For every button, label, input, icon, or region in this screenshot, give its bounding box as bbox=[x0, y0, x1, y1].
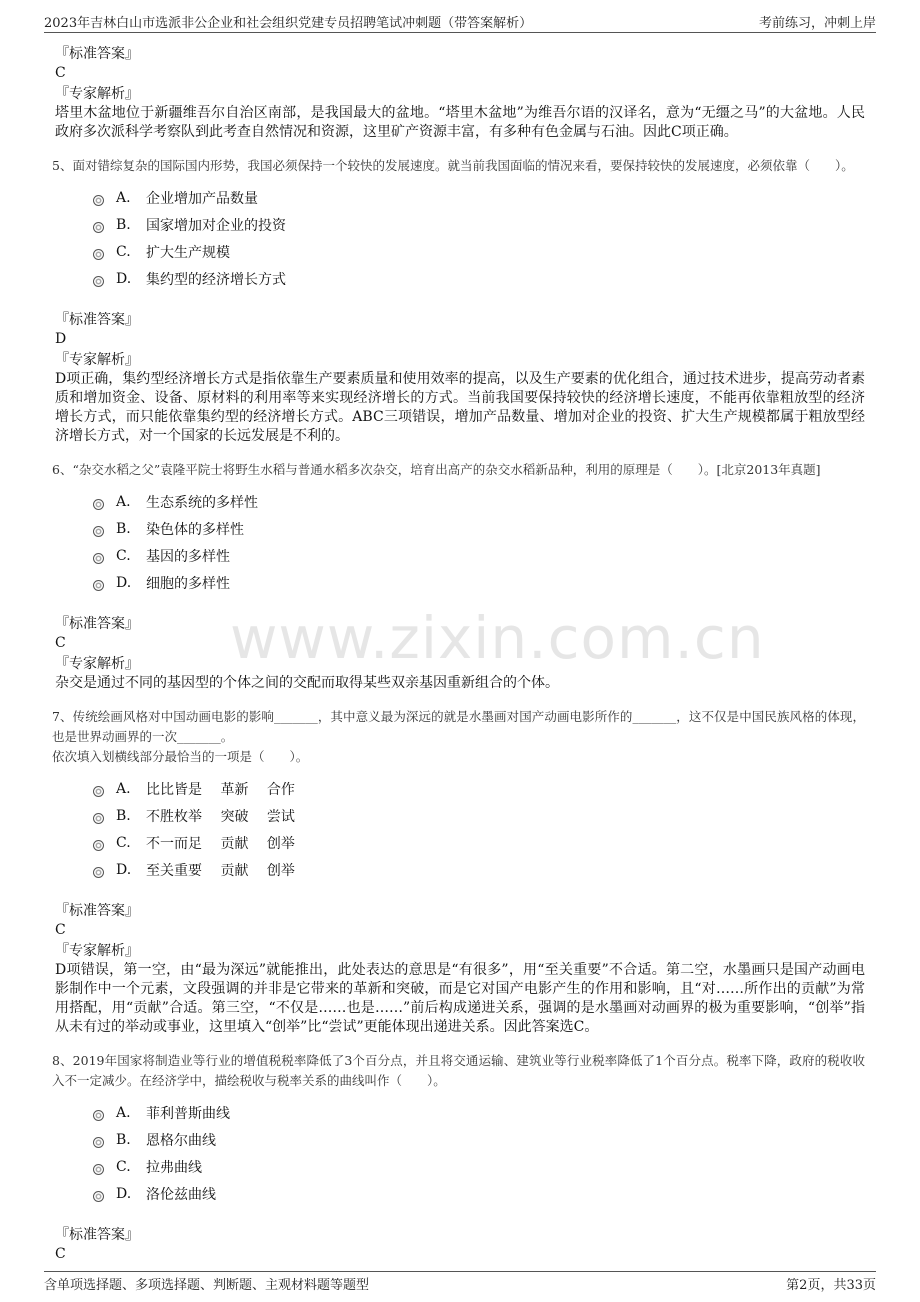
question-5 bbox=[52, 156, 865, 446]
radio-icon[interactable] bbox=[93, 553, 104, 564]
radio-icon[interactable] bbox=[93, 195, 104, 206]
radio-icon[interactable] bbox=[93, 1137, 104, 1148]
option-letter: C. bbox=[116, 243, 131, 260]
option-d[interactable] bbox=[93, 265, 865, 292]
radio-icon[interactable] bbox=[93, 1110, 104, 1121]
option-text: 不一而足 贡献 创举 bbox=[146, 835, 295, 852]
footer-question-types: 含单项选择题、多项选择题、判断题、主观材料题等题型 bbox=[44, 1278, 370, 1293]
page-content bbox=[52, 44, 865, 1263]
answer-value: C bbox=[55, 635, 66, 651]
analysis-text: D项错误，第一空，由“最为深远”就能推出，此处表达的意思是“有很多”，用“至关重要”不合适。第二空，水墨画只是国产动画电影制作中一个元素，文段强调的并非是它带来的革新和突破，而是它对国产电影产生的作用和影响，且“对……所作出的贡献”为常用搭配，用“贡献”合适。第三空，“不仅是……也是……”前后构成递进关系，强调的是水墨画对动画界的极为重要影响，“创举”指从未有过的举动或事业，这里填入“创举”比“尝试”更能体现出递进关系。因此答案选C。 bbox=[55, 962, 865, 1035]
option-text: 生态系统的多样性 bbox=[146, 494, 258, 511]
analysis-text: 塔里木盆地位于新疆维吾尔自治区南部，是我国最大的盆地。“塔里木盆地”为维吾尔语的汉译名，意为“无缰之马”的大盆地。人民政府多次派科学考察队到此考查自然情况和资源，这里矿产资源丰富，有多种有色金属与石油。因此C项正确。 bbox=[55, 105, 865, 140]
answer-value: C bbox=[55, 65, 66, 81]
option-d[interactable] bbox=[93, 1180, 865, 1207]
expert-analysis-label: 『专家解析』 bbox=[55, 943, 139, 959]
radio-icon[interactable] bbox=[93, 867, 104, 878]
option-list bbox=[93, 184, 865, 292]
question-stem: 7、传统绘画风格对中国动画电影的影响_______，其中意义最为深远的就是水墨画对国产动画电影所作的_______，这不仅是中国民族风格的体现，也是世界动画界的一次_______。 依次填入划横线部分最恰当的一项是（ ）。 bbox=[52, 709, 865, 764]
radio-icon[interactable] bbox=[93, 813, 104, 824]
option-text: 比比皆是 革新 合作 bbox=[146, 781, 295, 798]
radio-icon[interactable] bbox=[93, 840, 104, 851]
option-a[interactable] bbox=[93, 1099, 865, 1126]
option-c[interactable] bbox=[93, 829, 865, 856]
header-slogan: 考前练习，冲刺上岸 bbox=[758, 16, 876, 31]
option-letter: D. bbox=[116, 861, 132, 878]
option-letter: C. bbox=[116, 834, 131, 851]
option-c[interactable] bbox=[93, 1153, 865, 1180]
option-letter: B. bbox=[116, 520, 131, 537]
option-d[interactable] bbox=[93, 856, 865, 883]
answer-value: C bbox=[55, 1246, 66, 1262]
option-letter: B. bbox=[116, 216, 131, 233]
option-text: 洛伦兹曲线 bbox=[146, 1186, 216, 1203]
option-text: 集约型的经济增长方式 bbox=[146, 271, 286, 288]
option-a[interactable] bbox=[93, 775, 865, 802]
option-letter: C. bbox=[116, 547, 131, 564]
option-letter: A. bbox=[116, 1104, 131, 1121]
option-text: 基因的多样性 bbox=[146, 548, 230, 565]
option-c[interactable] bbox=[93, 238, 865, 265]
option-letter: A. bbox=[116, 189, 131, 206]
question-stem: 5、面对错综复杂的国际国内形势，我国必须保持一个较快的发展速度。就当前我国面临的情况来看，要保持较快的发展速度，必须依靠（ ）。 bbox=[52, 158, 854, 173]
answer-value: C bbox=[55, 922, 66, 938]
question-6 bbox=[52, 460, 865, 693]
expert-analysis-label: 『专家解析』 bbox=[55, 86, 139, 102]
option-text: 扩大生产规模 bbox=[146, 244, 230, 261]
standard-answer-label: 『标准答案』 bbox=[55, 312, 139, 328]
radio-icon[interactable] bbox=[93, 222, 104, 233]
standard-answer-label: 『标准答案』 bbox=[55, 616, 139, 632]
option-text: 不胜枚举 突破 尝试 bbox=[146, 808, 295, 825]
option-text: 染色体的多样性 bbox=[146, 521, 244, 538]
question-7 bbox=[52, 707, 865, 1037]
option-c[interactable] bbox=[93, 542, 865, 569]
radio-icon[interactable] bbox=[93, 786, 104, 797]
option-list bbox=[93, 488, 865, 596]
radio-icon[interactable] bbox=[93, 499, 104, 510]
option-b[interactable] bbox=[93, 802, 865, 829]
radio-icon[interactable] bbox=[93, 1164, 104, 1175]
answer-value: D bbox=[55, 331, 67, 347]
question-4-tail bbox=[55, 44, 865, 142]
expert-analysis-label: 『专家解析』 bbox=[55, 656, 139, 672]
option-letter: C. bbox=[116, 1158, 131, 1175]
option-text: 细胞的多样性 bbox=[146, 575, 230, 592]
page-footer bbox=[44, 1271, 876, 1294]
page-header bbox=[44, 10, 876, 33]
option-a[interactable] bbox=[93, 488, 865, 515]
expert-analysis-label: 『专家解析』 bbox=[55, 352, 139, 368]
analysis-text: D项正确，集约型经济增长方式是指依靠生产要素质量和使用效率的提高，以及生产要素的优化组合，通过技术进步，提高劳动者素质和增加资金、设备、原材料的利用率等来实现经济增长的方式。当前我国要保持较快的经济增长速度，不能再依靠粗放型的经济增长方式，而只能依靠集约型的经济增长方式。ABC三项错误，增加产品数量、增加对企业的投资、扩大生产规模都属于粗放型经济增长方式，对一个国家的长远发展是不利的。 bbox=[55, 371, 865, 444]
option-text: 企业增加产品数量 bbox=[146, 190, 258, 207]
option-letter: B. bbox=[116, 807, 131, 824]
option-list bbox=[93, 1099, 865, 1207]
option-text: 拉弗曲线 bbox=[146, 1159, 202, 1176]
radio-icon[interactable] bbox=[93, 249, 104, 260]
question-stem: 6、“杂交水稻之父”袁隆平院士将野生水稻与普通水稻多次杂交，培育出高产的杂交水稻新品种，利用的原理是（ ）。[北京2013年真题] bbox=[52, 462, 821, 477]
option-a[interactable] bbox=[93, 184, 865, 211]
question-stem: 8、2019年国家将制造业等行业的增值税税率降低了3个百分点，并且将交通运输、建筑业等行业税率降低了1个百分点。税率下降，政府的税收收入不一定减少。在经济学中，描绘税收与税率关系的曲线叫作（ ）。 bbox=[52, 1053, 865, 1088]
option-text: 恩格尔曲线 bbox=[146, 1132, 216, 1149]
standard-answer-label: 『标准答案』 bbox=[55, 46, 139, 62]
option-letter: D. bbox=[116, 574, 132, 591]
option-text: 至关重要 贡献 创举 bbox=[146, 862, 295, 879]
option-text: 国家增加对企业的投资 bbox=[146, 217, 286, 234]
option-letter: A. bbox=[116, 493, 131, 510]
radio-icon[interactable] bbox=[93, 580, 104, 591]
question-8 bbox=[52, 1051, 865, 1263]
option-letter: D. bbox=[116, 270, 132, 287]
option-text: 菲利普斯曲线 bbox=[146, 1105, 230, 1122]
option-b[interactable] bbox=[93, 515, 865, 542]
radio-icon[interactable] bbox=[93, 1191, 104, 1202]
standard-answer-label: 『标准答案』 bbox=[55, 903, 139, 919]
analysis-text: 杂交是通过不同的基因型的个体之间的交配而取得某些双亲基因重新组合的个体。 bbox=[55, 675, 559, 691]
document-title: 2023年吉林白山市选派非公企业和社会组织党建专员招聘笔试冲刺题（带答案解析） bbox=[44, 16, 533, 31]
page-number: 第2页，共33页 bbox=[786, 1278, 876, 1293]
option-list bbox=[93, 775, 865, 883]
radio-icon[interactable] bbox=[93, 526, 104, 537]
radio-icon[interactable] bbox=[93, 276, 104, 287]
option-d[interactable] bbox=[93, 569, 865, 596]
option-b[interactable] bbox=[93, 211, 865, 238]
standard-answer-label: 『标准答案』 bbox=[55, 1227, 139, 1243]
option-letter: D. bbox=[116, 1185, 132, 1202]
watermark: www.zixin.com.cn bbox=[230, 604, 765, 672]
option-letter: A. bbox=[116, 780, 131, 797]
option-letter: B. bbox=[116, 1131, 131, 1148]
option-b[interactable] bbox=[93, 1126, 865, 1153]
